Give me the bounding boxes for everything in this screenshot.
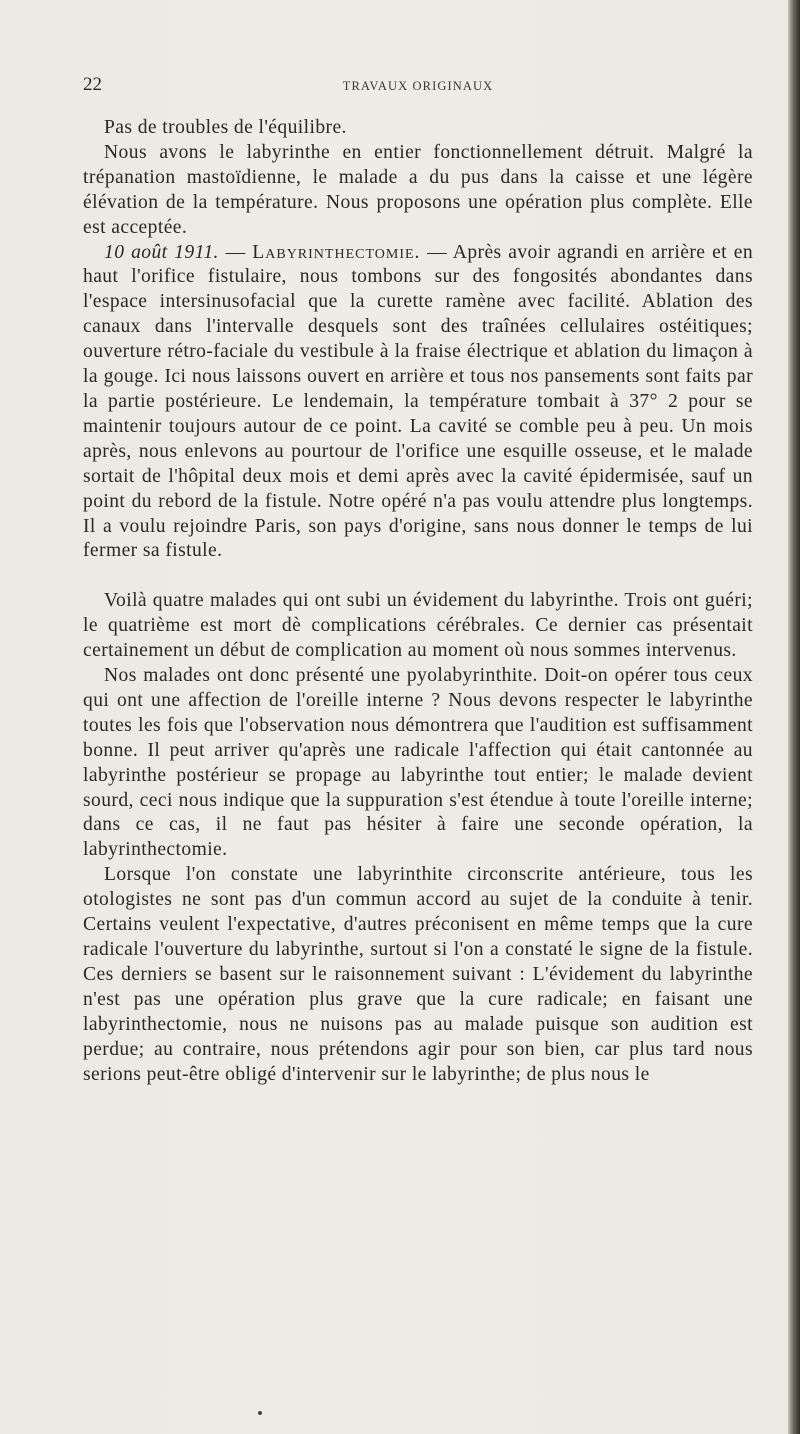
operation-heading: Labyrinthectomie. [252, 241, 421, 263]
operation-date: 10 août 1911. [104, 241, 219, 263]
page-edge-shadow [788, 0, 800, 1434]
paragraph-pyolabyrinthitis: Nos malades ont donc présenté une pyolabyrinthite. Doit-on opérer tous ceux qui ont une affection de l'oreille interne ? Nous devons respecter le labyrinthe toutes les fois que l'observation nous démontrera que l'audition est suffisamment bonne. Il peut arriver qu'après une radicale l'affection qui était cantonnée au labyrinthe postérieur se propage au labyrinthe tout entier; le malade devient sourd, ceci nous indique que la suppuration s'est étendue à toute l'oreille interne; dans ce cas, il ne faut pas hésiter à faire une seconde opération, la labyrinthectomie. [83, 665, 753, 861]
body-text [83, 116, 753, 1087]
running-title: TRAVAUX ORIGINAUX [342, 79, 494, 93]
paragraph-circumscribed-labyrinthitis: Lorsque l'on constate une labyrinthite circonscrite antérieure, tous les otologistes ne sont pas d'un commun accord au sujet de la conduite à tenir. Certains veulent l'expectative, d'autres préconisent en même temps que la cure radicale l'ouverture du labyrinthe, surtout si l'on a constaté le signe de la fistule. Ces derniers se basent sur le raisonnement suivant : L'évidement du labyrinthe n'est pas une opération plus grave que la cure radicale; en faisant une labyrinthectomie, nous ne nuisons pas au malade puisque son audition est perdue; au contraire, nous prétendons agir pour son bien, car plus tard nous serions peut-être obligé d'intervenir sur le labyrinthe; de plus nous le [83, 864, 753, 1085]
page-number: 22 [83, 74, 102, 95]
running-head [83, 74, 753, 98]
page-speck [258, 1411, 262, 1415]
operation-description: — Après avoir agrandi en arrière et en haut l'orifice fistulaire, nous tombons sur des fongosités abondantes dans l'espace intersinusofacial que la curette ramène avec facilité. Ablation des canaux dans l'intervalle desquels sont des traînées cellulaires ostéitiques; ouverture rétro-faciale du vestibule à la fraise électrique et ablation du limaçon à la gouge. Ici nous laissons ouvert en arrière et tous nos pansements sont faits par la partie postérieure. Le lendemain, la température tombait à 37° 2 pour se maintenir toujours autour de ce point. La cavité se comble peu à peu. Un mois après, nous enlevons au pourtour de l'orifice une esquille osseuse, et le malade sortait de l'hôpital deux mois et demi après avec la cavité épidermisée, sauf un point du rebord de la fistule. Notre opéré n'a pas voulu attendre plus longtemps. Il a voulu rejoindre Paris, son pays d'origine, sans nous donner le temps de lui fermer sa fistule. [83, 241, 754, 562]
paragraph-equilibrium: Pas de troubles de l'équilibre. [104, 117, 347, 138]
paragraph-four-patients: Voilà quatre malades qui ont subi un évidement du labyrinthe. Trois ont guéri; le quatrième est mort dè complications cérébrales. Ce dernier cas présentait certainement un début de complication au moment où nous sommes intervenus. [83, 590, 753, 662]
paragraph-gap [83, 564, 753, 589]
paragraph-operation-report [83, 241, 753, 565]
dash: — [218, 241, 253, 263]
paragraph-labyrinth-destroyed: Nous avons le labyrinthe en entier fonctionnellement détruit. Malgré la trépanation mastoïdienne, le malade a du pus dans la caisse et une légère élévation de la température. Nous proposons une opération plus complète. Elle est acceptée. [83, 141, 753, 238]
